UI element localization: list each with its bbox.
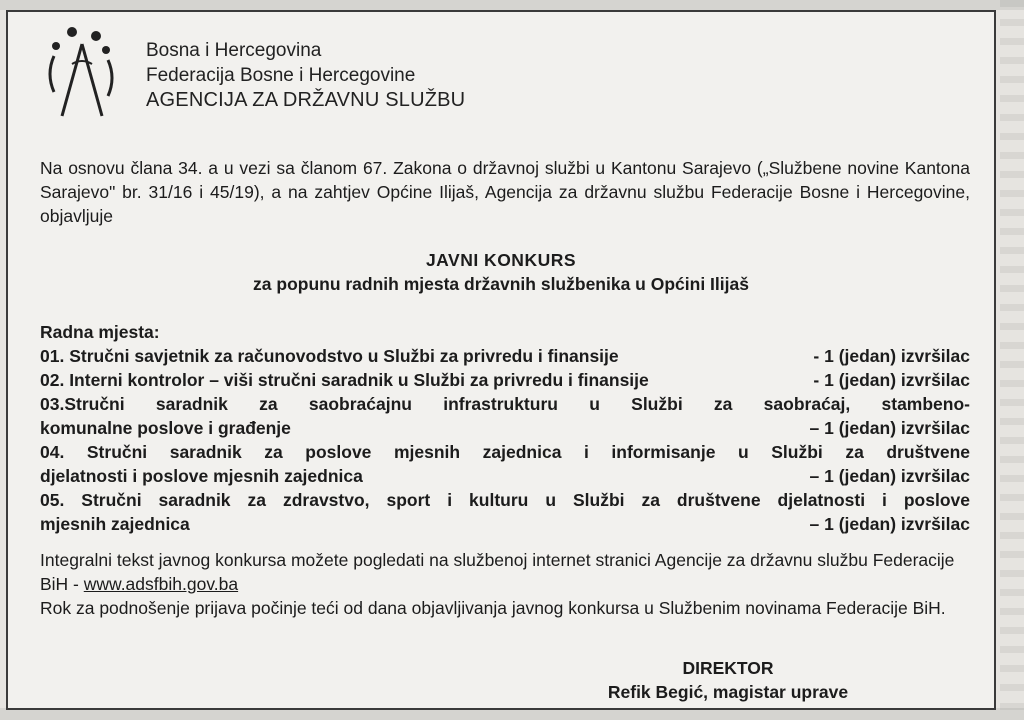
- newspaper-edge-top: [0, 0, 1024, 10]
- announcement-subtitle: za popunu radnih mjesta državnih službenika u Općini Ilijaš: [253, 274, 749, 294]
- position-title-continued: mjesnih zajednica: [40, 514, 190, 534]
- position-item: [40, 368, 970, 392]
- position-item: [40, 440, 970, 488]
- position-title-continued: djelatnosti i poslove mjesnih zajednica: [40, 466, 363, 486]
- position-title-continued: komunalne poslove i građenje: [40, 418, 291, 438]
- position-item: [40, 488, 970, 536]
- position-title: 01. Stručni savjetnik za računovodstvo u Službi za privredu i finansije: [40, 346, 619, 366]
- signatory-role: DIREKTOR: [682, 658, 774, 678]
- positions-list: [40, 320, 970, 536]
- announcement-title: JAVNI KONKURS: [425, 250, 577, 270]
- announcement-frame: [6, 10, 996, 710]
- position-title: 05. Stručni saradnik za zdravstvo, sport i kulturu u Službi za društvene djelatnosti i poslove: [40, 490, 970, 510]
- position-count: - 1 (jedan) izvršilac: [813, 346, 970, 366]
- agency-name: AGENCIJA ZA DRŽAVNU SLUŽBU: [146, 89, 466, 111]
- positions-heading: Radna mjesta:: [40, 322, 160, 342]
- footer-notes: [40, 548, 970, 620]
- info-paragraph: [40, 548, 970, 596]
- signatory-name: Refik Begić, magistar uprave: [607, 682, 849, 702]
- position-item: [40, 344, 970, 368]
- agency-website-link[interactable]: www.adsfbih.gov.ba: [83, 574, 239, 594]
- position-count: – 1 (jedan) izvršilac: [809, 514, 970, 534]
- country-name: Bosna i Hercegovina: [146, 40, 322, 61]
- deadline-paragraph: Rok za podnošenje prijava počinje teći od dana objavljivanja javnog konkursa u Službenim novinama Federacije BiH.: [40, 598, 946, 618]
- position-item: [40, 392, 970, 440]
- position-count: – 1 (jedan) izvršilac: [809, 466, 970, 486]
- position-title: 03.Stručni saradnik za saobraćajnu infrastrukturu u Službi za saobraćaj, stambeno-: [40, 394, 970, 414]
- position-count: – 1 (jedan) izvršilac: [809, 418, 970, 438]
- info-text: Integralni tekst javnog konkursa možete pogledati na službenoj internet stranici Agencije za državnu službu Federacije BiH -: [40, 550, 955, 594]
- position-title: 02. Interni kontrolor – viši stručni saradnik u Službi za privredu i finansije: [40, 370, 649, 390]
- federation-name: Federacija Bosne i Hercegovine: [146, 65, 416, 86]
- announcement-heading: [8, 248, 994, 296]
- intro-paragraph: Na osnovu člana 34. a u vezi sa članom 67. Zakona o državnoj službi u Kantonu Sarajevo („Službene novine Kantona Sarajevo" br. 31/16 i 45/19), a na zahtjev Općine Ilijaš, Agencija za državnu službu Federacije Bosne i Hercegovine, objavljuje: [40, 158, 970, 226]
- position-title: 04. Stručni saradnik za poslove mjesnih zajednica i informisanje u Službi za društvene: [40, 442, 970, 462]
- newspaper-bleed-right: [1000, 0, 1024, 720]
- organization-header: [146, 38, 465, 113]
- agency-logo-icon: [42, 22, 122, 122]
- position-count: - 1 (jedan) izvršilac: [813, 370, 970, 390]
- signature-block: [538, 656, 918, 704]
